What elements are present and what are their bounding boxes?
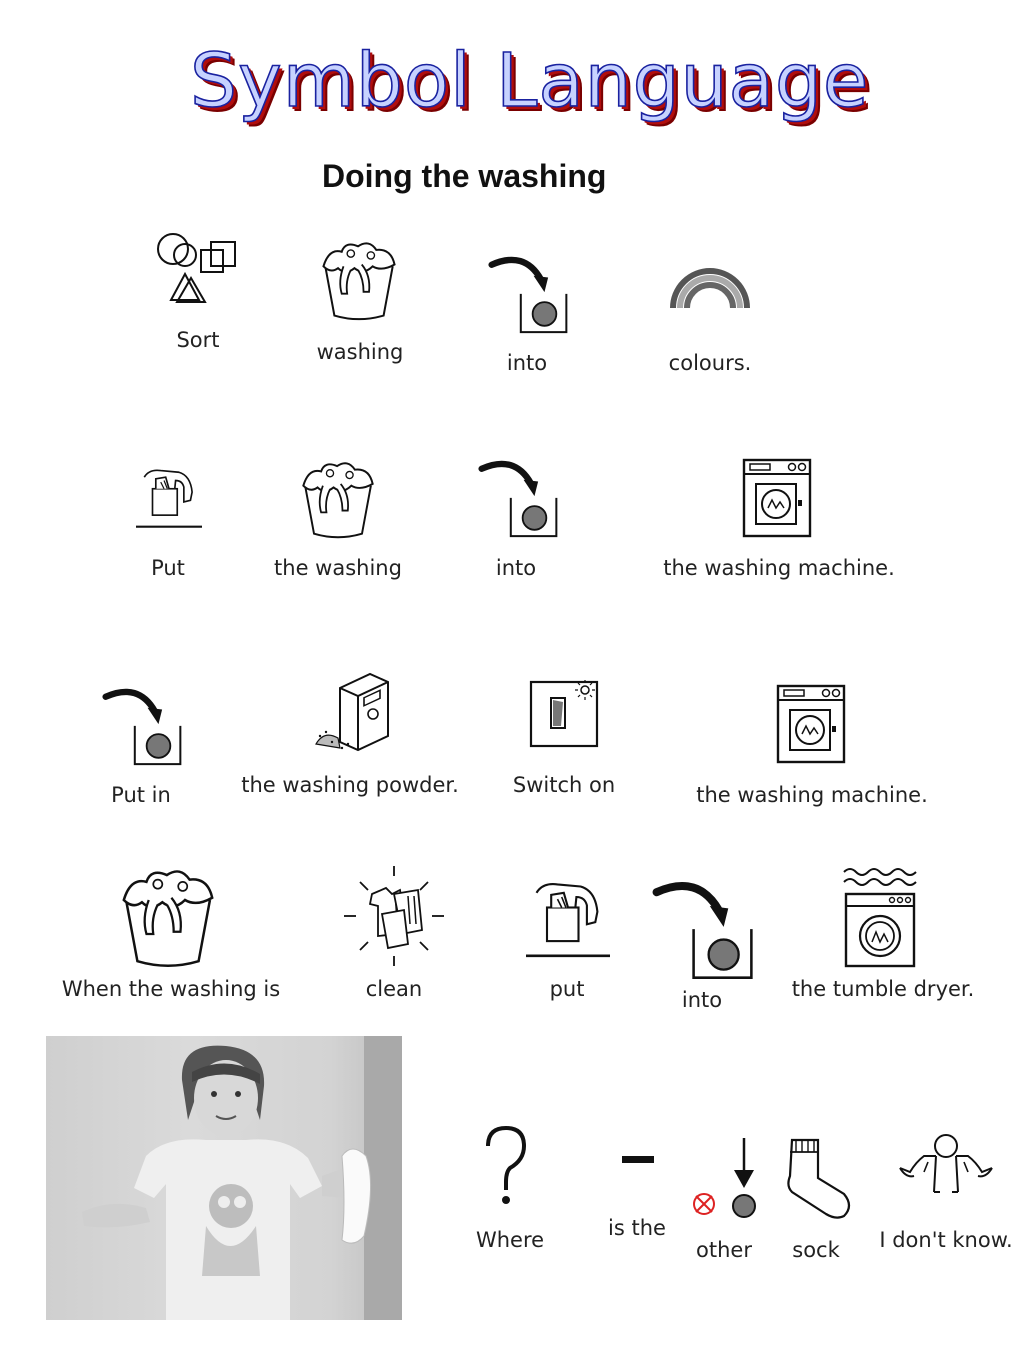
washing-basket-icon bbox=[298, 458, 378, 540]
word-into: into bbox=[506, 351, 548, 375]
light-switch-icon bbox=[529, 676, 599, 748]
washing-powder-icon bbox=[312, 672, 390, 752]
word-put: put bbox=[549, 977, 585, 1001]
word-the-washing-machine: the washing machine. bbox=[663, 556, 895, 580]
word-the-tumble-dryer: the tumble dryer. bbox=[791, 977, 975, 1001]
into-arrow-icon bbox=[652, 876, 756, 980]
word-sort: Sort bbox=[176, 328, 220, 352]
word-clean: clean bbox=[365, 977, 423, 1001]
page-title: Symbol Language bbox=[190, 38, 870, 124]
other-icon bbox=[690, 1136, 762, 1220]
page-subtitle: Doing the washing bbox=[322, 158, 607, 194]
word-the-washing: the washing bbox=[274, 556, 402, 580]
washing-basket-icon bbox=[116, 866, 220, 968]
dash-icon bbox=[622, 1150, 654, 1168]
word-the-washing-machine: the washing machine. bbox=[696, 783, 928, 807]
washing-basket-icon bbox=[318, 238, 400, 322]
rainbow-icon bbox=[669, 264, 751, 310]
word-where: Where bbox=[475, 1228, 545, 1252]
washing-machine-icon bbox=[742, 458, 812, 538]
washing-machine-icon bbox=[776, 684, 846, 764]
word-switch-on: Switch on bbox=[512, 773, 616, 797]
word-put: Put bbox=[151, 556, 185, 580]
sock-icon bbox=[782, 1136, 852, 1220]
word-into: into bbox=[681, 988, 723, 1012]
into-arrow-icon bbox=[102, 684, 184, 766]
word-the-washing-powder: the washing powder. bbox=[241, 773, 459, 797]
into-arrow-icon bbox=[478, 456, 560, 538]
clean-clothes-icon bbox=[342, 864, 446, 968]
word-i-dont-know: I don't know. bbox=[879, 1228, 1013, 1252]
word-washing: washing bbox=[316, 340, 404, 364]
hand-put-icon bbox=[136, 458, 202, 536]
hand-put-icon bbox=[526, 866, 610, 970]
word-other: other bbox=[696, 1238, 752, 1262]
word-is-the: is the bbox=[608, 1216, 666, 1240]
word-when-the-washing-is: When the washing is bbox=[61, 977, 281, 1001]
word-into: into bbox=[495, 556, 537, 580]
sort-shapes-icon bbox=[155, 232, 239, 306]
tumble-dryer-icon bbox=[840, 864, 922, 968]
question-mark-icon bbox=[482, 1124, 530, 1206]
shrug-icon bbox=[898, 1132, 994, 1202]
word-put-in: Put in bbox=[111, 783, 171, 807]
girl-holding-sock-photo bbox=[46, 1036, 402, 1320]
into-arrow-icon bbox=[488, 252, 570, 334]
word-colours: colours. bbox=[668, 351, 752, 375]
word-sock: sock bbox=[792, 1238, 840, 1262]
